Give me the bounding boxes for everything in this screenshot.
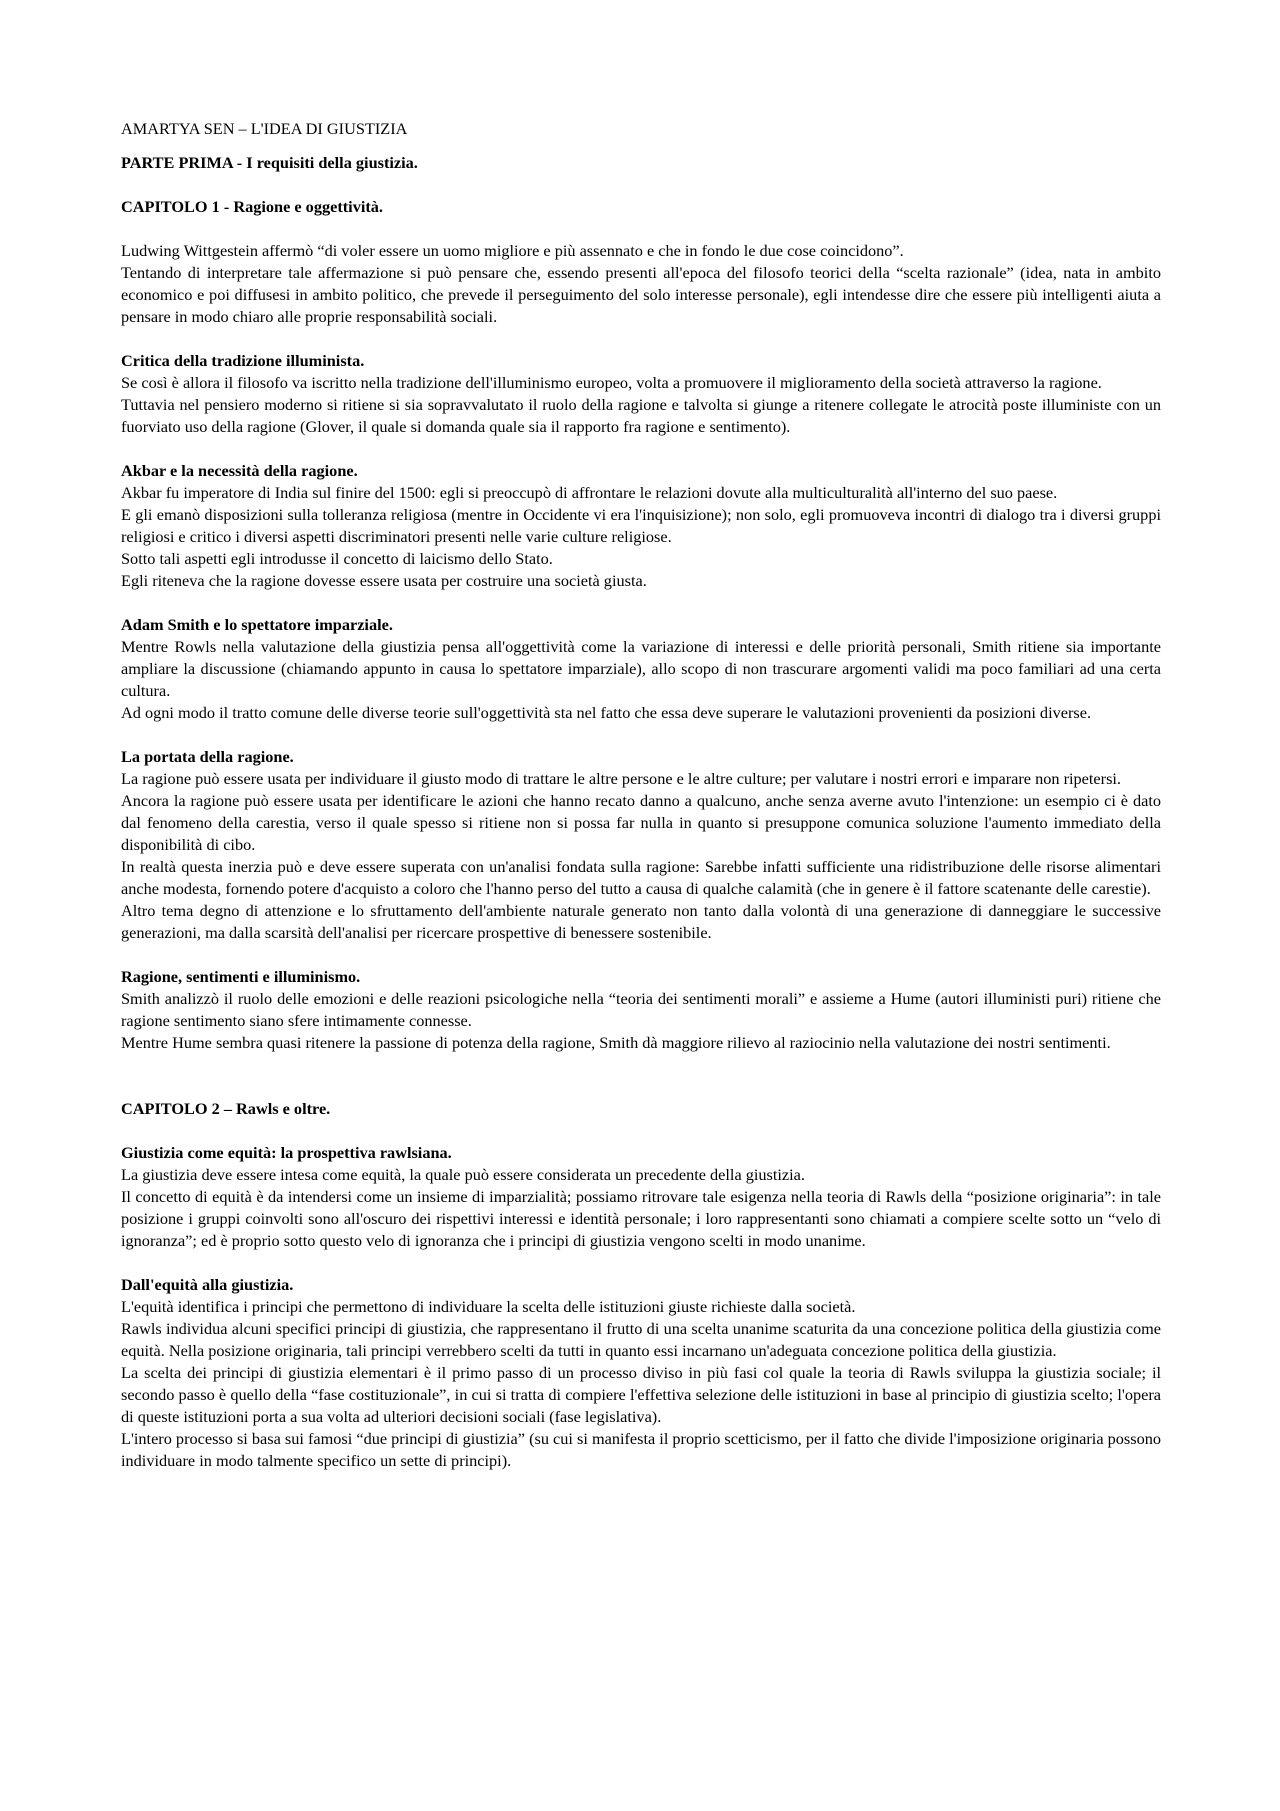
section xyxy=(121,240,1161,328)
part-title: PARTE PRIMA - I requisiti della giustizia. xyxy=(121,153,418,172)
paragraph: L'equità identifica i principi che permettono di individuare la scelta delle istituzioni giuste richieste dalla società. xyxy=(121,1297,856,1316)
paragraph: Ad ogni modo il tratto comune delle diverse teorie sull'oggettività sta nel fatto che essa deve superare le valutazioni provenienti da posizioni diverse. xyxy=(121,703,1092,722)
section-heading: Ragione, sentimenti e illuminismo. xyxy=(121,967,361,986)
paragraph: E gli emanò disposizioni sulla tolleranza religiosa (mentre in Occidente vi era l'inquisizione); non solo, egli promuoveva incontri di dialogo tra i diversi gruppi religiosi e critico i diversi aspetti discriminatori presenti nelle varie culture religiose. xyxy=(121,505,1161,546)
section xyxy=(121,460,1161,592)
paragraph: L'intero processo si basa sui famosi “due principi di giustizia” (su cui si manifesta il proprio scetticismo, per il fatto che divide l'imposizione originaria possono individuare in modo talmente specifico un sette di principi). xyxy=(121,1429,1161,1470)
document-page xyxy=(121,118,1161,1494)
section xyxy=(121,1142,1161,1252)
chapter-title: CAPITOLO 1 - Ragione e oggettività. xyxy=(121,197,383,216)
chapters-container xyxy=(121,196,1161,1472)
section xyxy=(121,746,1161,944)
paragraph: Il concetto di equità è da intendersi come un insieme di imparzialità; possiamo ritrovare tale esigenza nella teoria di Rawls della “posizione originaria”: in tale posizione i gruppi coinvolti sono all'oscuro dei rispettivi interessi e identità personale; i loro rappresentanti sono chiamati a compiere scelte sotto un “velo di ignoranza”; ed è proprio sotto questo velo di ignoranza che i principi di giustizia vengono scelti in modo unanime. xyxy=(121,1187,1161,1250)
paragraph: Altro tema degno di attenzione e lo sfruttamento dell'ambiente naturale generato non tanto dalla volontà di una generazione di danneggiare le successive generazioni, ma dalla scarsità dell'analisi per ricercare prospettive di benessere sostenibile. xyxy=(121,901,1161,942)
section-heading: Giustizia come equità: la prospettiva rawlsiana. xyxy=(121,1143,452,1162)
section-heading: Akbar e la necessità della ragione. xyxy=(121,461,358,480)
paragraph: Akbar fu imperatore di India sul finire del 1500: egli si preoccupò di affrontare le relazioni dovute alla multiculturalità all'interno del suo paese. xyxy=(121,483,1058,502)
paragraph: La ragione può essere usata per individuare il giusto modo di trattare le altre persone e le altre culture; per valutare i nostri errori e imparare non ripetersi. xyxy=(121,769,1121,788)
section-heading: Critica della tradizione illuminista. xyxy=(121,351,365,370)
paragraph: In realtà questa inerzia può e deve essere superata con un'analisi fondata sulla ragione: Sarebbe infatti sufficiente una ridistribuzione delle risorse alimentari anche modesta, fornendo potere d'acquisto a coloro che l'hanno perso del tutto a causa di qualche calamità (che in genere è il fattore scatenante delle carestie). xyxy=(121,857,1161,898)
paragraph: Tentando di interpretare tale affermazione si può pensare che, essendo presenti all'epoca del filosofo teorici della “scelta razionale” (idea, nata in ambito economico e poi diffusesi in ambito politico, che prevede il perseguimento del solo interesse personale), egli intendesse dire che essere più intelligenti aiuta a pensare in modo chiaro alle proprie responsabilità sociali. xyxy=(121,263,1161,326)
paragraph: Se così è allora il filosofo va iscritto nella tradizione dell'illuminismo europeo, volta a promuovere il miglioramento della società attraverso la ragione. xyxy=(121,373,1102,392)
section-heading: La portata della ragione. xyxy=(121,747,294,766)
section xyxy=(121,966,1161,1054)
section-heading: Adam Smith e lo spettatore imparziale. xyxy=(121,615,393,634)
section-heading: Dall'equità alla giustizia. xyxy=(121,1275,294,1294)
paragraph: Rawls individua alcuni specifici principi di giustizia, che rappresentano il frutto di una scelta unanime scaturita da una concezione politica della giustizia come equità. Nella posizione originaria, tali principi verrebbero scelti da tutti in quanto essi incarnano un'adeguata concezione politica della giustizia. xyxy=(121,1319,1161,1360)
paragraph: Mentre Hume sembra quasi ritenere la passione di potenza della ragione, Smith dà maggiore rilievo al raziocinio nella valutazione dei nostri sentimenti. xyxy=(121,1033,1111,1052)
section xyxy=(121,350,1161,438)
paragraph: La scelta dei principi di giustizia elementari è il primo passo di un processo diviso in più fasi col quale la teoria di Rawls sviluppa la giustizia sociale; il secondo passo è quello della “fase costituzionale”, in cui si tratta di compiere l'effettiva selezione delle istituzioni in base al principio di giustizia scelto; l'opera di queste istituzioni porta a sua volta ad ulteriori decisioni sociali (fase legislativa). xyxy=(121,1363,1161,1426)
paragraph: Smith analizzò il ruolo delle emozioni e delle reazioni psicologiche nella “teoria dei sentimenti morali” e assieme a Hume (autori illuministi puri) ritiene che ragione sentimento siano sfere intimamente connesse. xyxy=(121,989,1161,1030)
paragraph: Ancora la ragione può essere usata per identificare le azioni che hanno recato danno a qualcuno, anche senza averne avuto l'intenzione: un esempio ci è dato dal fenomeno della carestia, verso il quale spesso si ritiene non si possa far nulla in quanto si presuppone comunica soluzione l'aumento immediato della disponibilità di cibo. xyxy=(121,791,1161,854)
section xyxy=(121,1274,1161,1472)
chapter-title: CAPITOLO 2 – Rawls e oltre. xyxy=(121,1099,331,1118)
paragraph: Ludwing Wittgestein affermò “di voler essere un uomo migliore e più assennato e che in fondo le due cose coincidono”. xyxy=(121,241,904,260)
paragraph: Tuttavia nel pensiero moderno si ritiene si sia sopravvalutato il ruolo della ragione e talvolta si giunge a ritenere collegate le atrocità poste illuministe con un fuorviato uso della ragione (Glover, il quale si domanda quale sia il rapporto fra ragione e sentimento). xyxy=(121,395,1161,436)
paragraph: Egli riteneva che la ragione dovesse essere usata per costruire una società giusta. xyxy=(121,571,647,590)
paragraph: La giustizia deve essere intesa come equità, la quale può essere considerata un precedente della giustizia. xyxy=(121,1165,805,1184)
paragraph: Mentre Rowls nella valutazione della giustizia pensa all'oggettività come la variazione di interessi e delle priorità personali, Smith ritiene sia importante ampliare la discussione (chiamando appunto in causa lo spettatore imparziale), allo scopo di non trascurare argomenti validi ma poco familiari ad una certa cultura. xyxy=(121,637,1161,700)
section xyxy=(121,614,1161,724)
document-title: AMARTYA SEN – L'IDEA DI GIUSTIZIA xyxy=(121,119,408,138)
paragraph: Sotto tali aspetti egli introdusse il concetto di laicismo dello Stato. xyxy=(121,549,553,568)
